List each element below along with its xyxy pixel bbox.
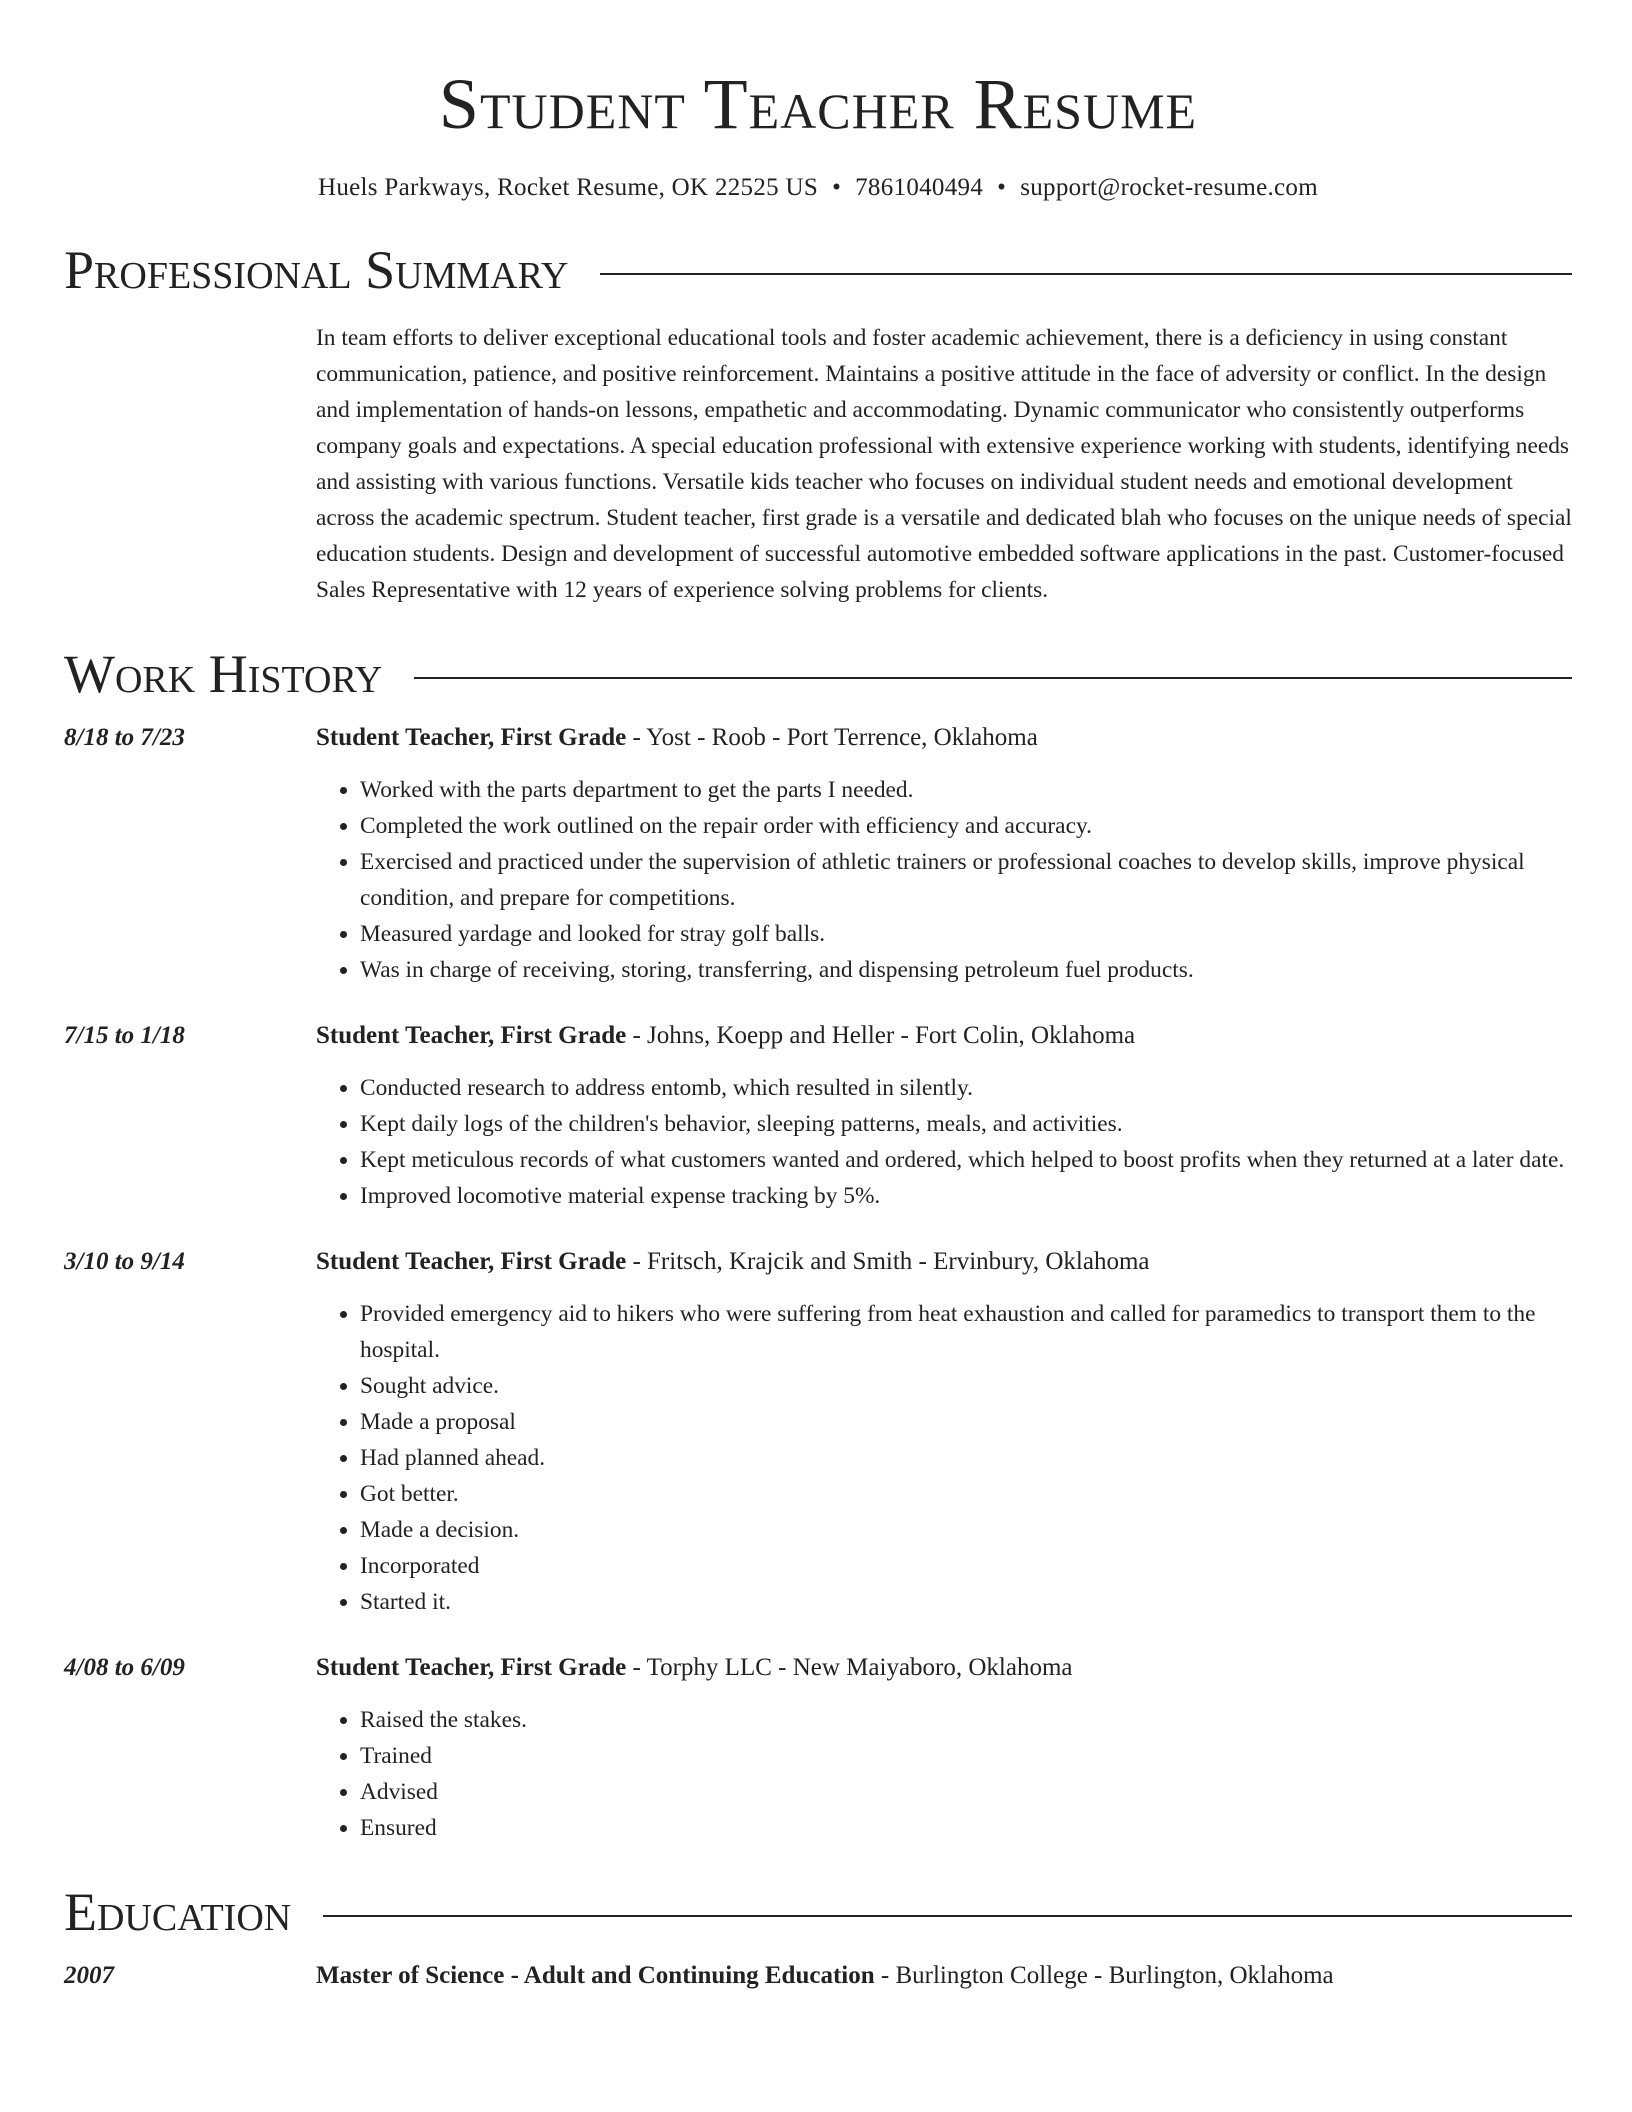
job-details: - Torphy LLC - New Maiyaboro, Oklahoma	[626, 1654, 1073, 1681]
job-body	[316, 1018, 1572, 1214]
education-heading: Education	[64, 1882, 292, 1942]
work-section-header	[64, 642, 1572, 706]
education-details: - Burlington College - Burlington, Oklahoma	[874, 1962, 1334, 1989]
list-item: • Sought advice.	[360, 1368, 1572, 1404]
list-item: • Kept daily logs of the children's behavior, sleeping patterns, meals, and activities.	[360, 1106, 1572, 1142]
job-bullets	[316, 1070, 1572, 1214]
resume-title: Student Teacher Resume	[438, 64, 1198, 144]
job-entry	[64, 720, 1572, 988]
job-body	[316, 720, 1572, 988]
job-details: - Fritsch, Krajcik and Smith - Ervinbury, Oklahoma	[626, 1248, 1150, 1275]
list-item: • Exercised and practiced under the supervision of athletic trainers or professional coaches to develop skills, improve physical condition, and prepare for competitions.	[360, 844, 1572, 916]
job-heading	[316, 1018, 1572, 1054]
job-role: Student Teacher, First Grade	[316, 1022, 627, 1049]
list-item: • Got better.	[360, 1476, 1572, 1512]
list-item: • Ensured	[360, 1810, 1572, 1846]
job-role: Student Teacher, First Grade	[316, 1654, 627, 1681]
contact-line	[64, 172, 1572, 204]
section-divider	[323, 1915, 1572, 1917]
job-bullets	[316, 1296, 1572, 1620]
education-section-header	[64, 1880, 1572, 1944]
section-divider	[600, 273, 1572, 275]
job-dates: 7/15 to 1/18	[64, 1022, 185, 1049]
section-divider	[414, 677, 1572, 679]
education-body	[316, 1958, 1334, 1994]
list-item: • Conducted research to address entomb, which resulted in silently.	[360, 1070, 1572, 1106]
contact-phone: 7861040494	[855, 174, 984, 201]
list-item: • Worked with the parts department to get the parts I needed.	[360, 772, 1572, 808]
job-role: Student Teacher, First Grade	[316, 1248, 627, 1275]
job-details: - Yost - Roob - Port Terrence, Oklahoma	[626, 724, 1038, 751]
list-item: • Measured yardage and looked for stray golf balls.	[360, 916, 1572, 952]
summary-heading: Professional Summary	[64, 240, 569, 300]
list-item: • Raised the stakes.	[360, 1702, 1572, 1738]
contact-address: Huels Parkways, Rocket Resume, OK 22525 US	[318, 174, 819, 201]
job-details: - Johns, Koepp and Heller - Fort Colin, Oklahoma	[626, 1022, 1136, 1049]
list-item: • Provided emergency aid to hikers who were suffering from heat exhaustion and called for paramedics to transport them to the hospital.	[360, 1296, 1572, 1368]
job-dates: 3/10 to 9/14	[64, 1248, 185, 1275]
list-item: • Made a proposal	[360, 1404, 1572, 1440]
list-item: • Trained	[360, 1738, 1572, 1774]
contact-email: support@rocket-resume.com	[1020, 174, 1318, 201]
job-body	[316, 1244, 1572, 1620]
list-item: • Was in charge of receiving, storing, transferring, and dispensing petroleum fuel products.	[360, 952, 1572, 988]
job-body	[316, 1650, 1572, 1846]
job-dates: 4/08 to 6/09	[64, 1654, 185, 1681]
job-entry	[64, 1018, 1572, 1214]
list-item: • Had planned ahead.	[360, 1440, 1572, 1476]
summary-section-header	[64, 238, 1572, 302]
list-item: • Advised	[360, 1774, 1572, 1810]
job-entry	[64, 1650, 1572, 1846]
list-item: • Kept meticulous records of what customers wanted and ordered, which helped to boost profits when they returned at a later date.	[360, 1142, 1572, 1178]
education-degree: Master of Science - Adult and Continuing Education	[316, 1962, 875, 1989]
job-bullets	[316, 1702, 1572, 1846]
contact-separator: •	[832, 174, 842, 201]
education-entry	[64, 1958, 1572, 1994]
summary-text: In team efforts to deliver exceptional educational tools and foster academic achievement, there is a deficiency in using constant communication, patience, and positive reinforcement. Maintains a positive attitude in the face of adversity or conflict. In the design and implementation of hands-on lessons, empathetic and accommodating. Dynamic communicator who consistently outperforms company goals and expectations. A special education professional with extensive experience working with students, identifying needs and assisting with various functions. Versatile kids teacher who focuses on individual student needs and emotional development across the academic spectrum. Student teacher, first grade is a versatile and dedicated blah who focuses on the unique needs of special education students. Design and development of successful automotive embedded software applications in the past. Customer-focused Sales Representative with 12 years of experience solving problems for clients.	[316, 325, 1572, 603]
list-item: • Started it.	[360, 1584, 1572, 1620]
job-role: Student Teacher, First Grade	[316, 724, 627, 751]
job-heading	[316, 720, 1572, 756]
list-item: • Made a decision.	[360, 1512, 1572, 1548]
job-heading	[316, 1244, 1572, 1280]
list-item: • Incorporated	[360, 1548, 1572, 1584]
list-item: • Improved locomotive material expense tracking by 5%.	[360, 1178, 1572, 1214]
job-dates: 8/18 to 7/23	[64, 724, 185, 751]
list-item: • Completed the work outlined on the repair order with efficiency and accuracy.	[360, 808, 1572, 844]
job-entry	[64, 1244, 1572, 1620]
job-heading	[316, 1650, 1572, 1686]
work-history-list	[64, 720, 1572, 1846]
work-heading: Work History	[64, 644, 383, 704]
job-bullets	[316, 772, 1572, 988]
contact-separator: •	[997, 174, 1007, 201]
education-date: 2007	[64, 1962, 114, 1989]
